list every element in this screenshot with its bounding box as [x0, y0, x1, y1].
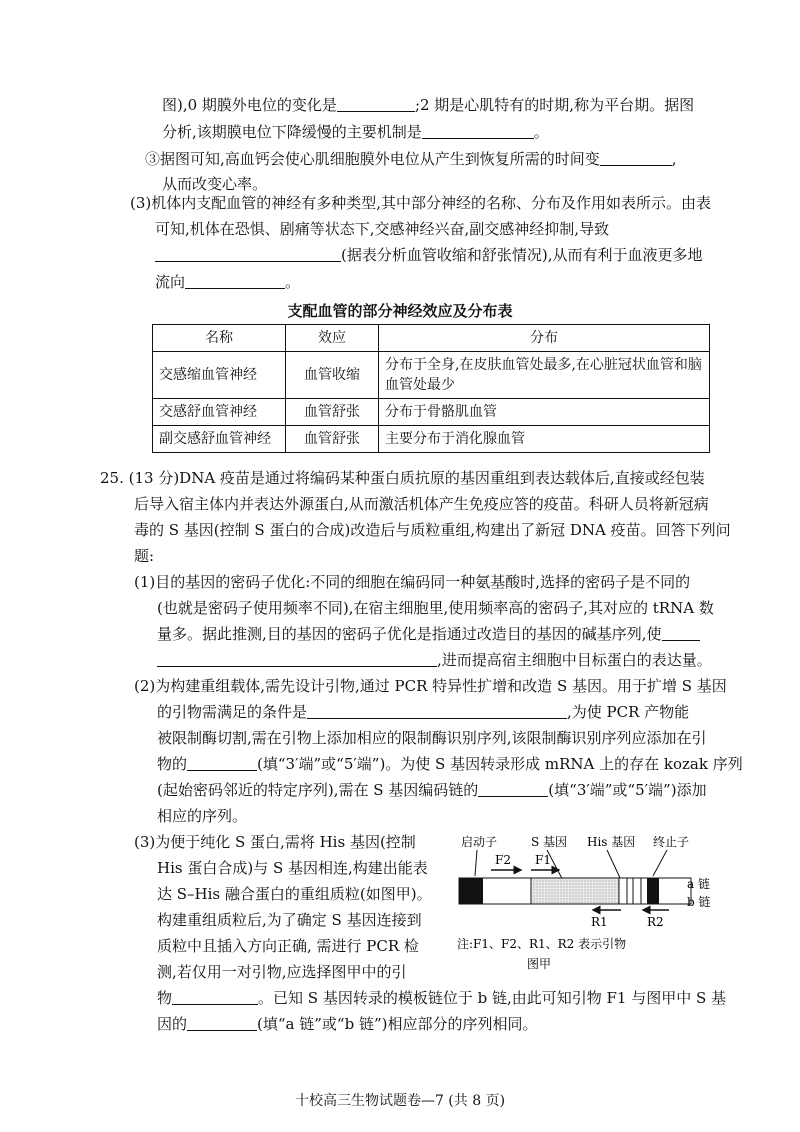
q25-p2-line-3: 被限制酶切割,需在引物上添加相应的限制酶识别序列,该限制酶识别序列应添加在引 [157, 729, 707, 747]
label-b-chain: b 链 [687, 895, 711, 909]
q24-p3-line-4: 流向 。 [155, 273, 301, 291]
s-gene-block [531, 878, 619, 904]
table-cell: 分布于全身,在皮肤血管处最多,在心脏冠状血管和脑血管处最少 [379, 352, 710, 399]
q25-p2-line-2: 的引物需满足的条件是 ,为使 PCR 产物能 [157, 703, 690, 721]
answer-blank[interactable] [187, 756, 257, 771]
q25-line-3: 毒的 S 基因(控制 S 蛋白的合成)改造后与质粒重组,构建出了新冠 DNA 疫苗。回答下列问 [134, 521, 731, 539]
label-f1: F1 [535, 853, 551, 867]
label-r2: R2 [647, 915, 664, 929]
answer-blank[interactable] [662, 626, 700, 641]
answer-blank[interactable] [185, 274, 285, 289]
q25-p3-line-7: 物 。已知 S 基因转录的模板链位于 b 链,由此可知引物 F1 与图甲中 S 基 [157, 989, 727, 1007]
answer-blank[interactable] [172, 990, 258, 1005]
answer-blank[interactable] [478, 782, 548, 797]
q25-p1-line-3: 量多。据此推测,目的基因的密码子优化是指通过改造目的基因的碱基序列,使 [157, 624, 700, 644]
his-gene-block [619, 878, 641, 904]
q24-p3-line-2: 可知,机体在恐惧、剧痛等状态下,交感神经兴奋,副交感神经抑制,导致 [155, 220, 610, 238]
answer-blank[interactable] [337, 97, 415, 112]
label-promoter: 启动子 [461, 835, 498, 849]
table-cell: 血管舒张 [286, 426, 379, 453]
table-header: 分布 [379, 325, 710, 352]
figure-note: 注:F1、F2、R1、R2 表示引物 [457, 937, 627, 951]
answer-blank[interactable] [157, 652, 437, 667]
table-header-row [153, 325, 710, 352]
table-row [153, 399, 710, 426]
answer-blank[interactable] [422, 124, 534, 139]
table-title: 支配血管的部分神经效应及分布表 [287, 302, 513, 320]
q25-p1-line-2: (也就是密码子使用频率不同),在宿主细胞里,使用频率高的密码子,其对应的 tRNA 数 [157, 599, 714, 617]
table-cell: 交感舒血管神经 [153, 399, 286, 426]
q25-p1-line-1: (1)目的基因的密码子优化:不同的细胞在编码同一种氨基酸时,选择的密码子是不同的 [134, 573, 691, 591]
q25-line-1: 25. (13 分)DNA 疫苗是通过将编码某种蛋白质抗原的基因重组到表达载体后,直接或经包装 [100, 469, 705, 487]
terminator-block [647, 878, 659, 904]
table-cell: 副交感舒血管神经 [153, 426, 286, 453]
table-cell: 交感缩血管神经 [153, 352, 286, 399]
label-a-chain: a 链 [687, 877, 710, 891]
q25-line-4: 题: [134, 547, 155, 565]
label-his-gene: His 基因 [587, 835, 636, 849]
answer-blank[interactable] [187, 1016, 257, 1031]
q25-p2-line-1: (2)为构建重组载体,需先设计引物,通过 PCR 特异性扩增和改造 S 基因。用于扩增 S 基因 [134, 677, 727, 695]
label-s-gene: S 基因 [531, 835, 568, 849]
q25-p3-line-2: His 蛋白合成)与 S 基因相连,构建出能表 [157, 859, 428, 877]
q24-p3-line-3: (据表分析血管收缩和舒张情况),从而有利于血液更多地 [155, 245, 702, 265]
q25-p3-line-1: (3)为便于纯化 S 蛋白,需将 His 基因(控制 [134, 833, 416, 851]
table-cell: 主要分布于消化腺血管 [379, 426, 710, 453]
table-header: 效应 [286, 325, 379, 352]
answer-blank[interactable] [155, 247, 341, 262]
promoter-block [459, 878, 483, 904]
q24-line-4: 从而改变心率。 [162, 175, 268, 193]
label-terminator: 终止子 [653, 835, 690, 849]
q25-p2-line-4: 物的 (填“3′端”或“5′端”)。为使 S 基因转录形成 mRNA 上的存在 kozak 序列 [157, 755, 743, 773]
q24-line-3: ③据图可知,高血钙会使心肌细胞膜外电位从产生到恢复所需的时间变 , [145, 150, 677, 168]
answer-blank[interactable] [600, 151, 672, 166]
q24-line-2: 分析,该期膜电位下降缓慢的主要机制是 。 [162, 123, 549, 141]
page-footer: 十校高三生物试题卷—7 (共 8 页) [294, 1093, 506, 1109]
q25-p3-line-5: 质粒中且插入方向正确, 需进行 PCR 检 [157, 937, 419, 955]
q25-p1-line-4: ,进而提高宿主细胞中目标蛋白的表达量。 [157, 650, 712, 670]
q25-p2-line-6: 相应的序列。 [157, 807, 248, 825]
table-cell: 分布于骨骼肌血管 [379, 399, 710, 426]
figure-plasmid-diagram [455, 832, 715, 982]
q24-p3-line-1: (3)机体内支配血管的神经有多种类型,其中部分神经的名称、分布及作用如表所示。由表 [130, 194, 712, 212]
label-r1: R1 [591, 915, 608, 929]
table-row [153, 426, 710, 453]
nerve-table [152, 324, 710, 453]
answer-blank[interactable] [307, 704, 567, 719]
q24-line-1: 图),0 期膜外电位的变化是 ;2 期是心肌特有的时期,称为平台期。据图 [162, 96, 695, 114]
q25-p3-line-6: 测,若仅用一对引物,应选择图甲中的引 [157, 963, 407, 981]
q25-p3-line-4: 构建重组质粒后,为了确定 S 基因连接到 [157, 911, 422, 929]
table-header: 名称 [153, 325, 286, 352]
table-row [153, 352, 710, 399]
table-cell: 血管舒张 [286, 399, 379, 426]
q25-p3-line-8: 因的 (填“a 链”或“b 链”)相应部分的序列相同。 [157, 1015, 538, 1033]
q25-p2-line-5: (起始密码邻近的特定序列),需在 S 基因编码链的 (填“3′端”或“5′端”)添加 [157, 781, 707, 799]
table-cell: 血管收缩 [286, 352, 379, 399]
q25-p3-line-3: 达 S–His 融合蛋白的重组质粒(如图甲)。 [157, 885, 432, 903]
label-f2: F2 [495, 853, 511, 867]
q25-line-2: 后导入宿主体内并表达外源蛋白,从而激活机体产生免疫应答的疫苗。科研人员将新冠病 [134, 495, 709, 513]
figure-caption: 图甲 [527, 957, 552, 971]
